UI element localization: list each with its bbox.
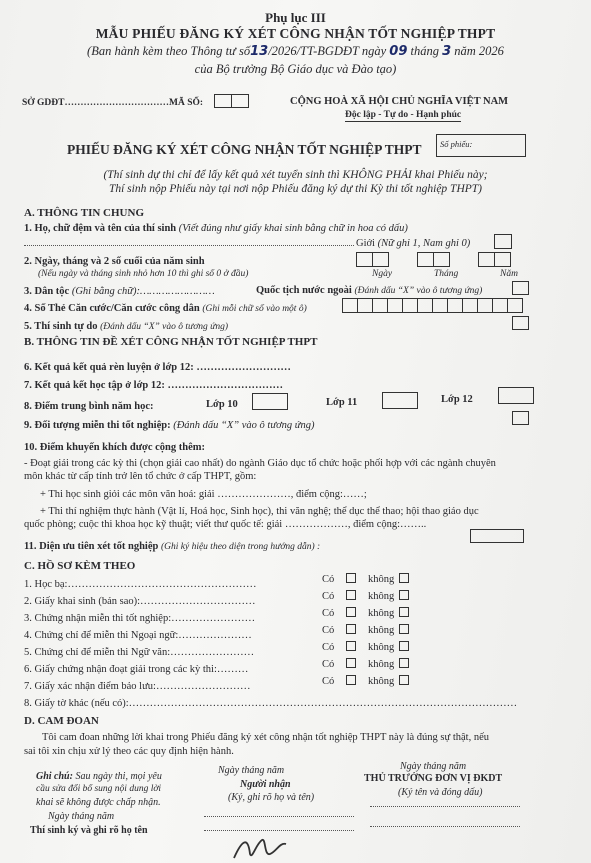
cccd-digit-box[interactable] <box>387 298 403 313</box>
free-candidate-box[interactable] <box>512 316 529 330</box>
no-checkbox[interactable] <box>399 573 409 583</box>
yes-label: Có <box>322 591 335 602</box>
q1-hint: (Viết đúng như giấy khai sinh bằng chữ in hoa có dấu) <box>178 223 408 234</box>
month-label-dob: Tháng <box>434 269 459 279</box>
dob-month-box-2[interactable] <box>433 252 450 267</box>
cccd-digit-box[interactable] <box>357 298 373 313</box>
attachment-no-option[interactable] <box>368 624 409 637</box>
attachment-yes-option[interactable] <box>322 573 356 586</box>
foreign-label: Quốc tịch nước ngoài <box>256 285 352 296</box>
cccd-digit-box[interactable] <box>432 298 448 313</box>
commitment-line-1: Tôi cam đoan những lời khai trong Phiếu đăng ký xét công nhận tốt nghiệp THPT này là đúng sự thật, nếu <box>42 732 489 743</box>
yes-checkbox[interactable] <box>346 590 356 600</box>
section-a-heading: A. THÔNG TIN CHUNG <box>24 207 145 219</box>
attachment-yes-option[interactable] <box>322 658 356 671</box>
year-label: Năm <box>500 269 518 279</box>
head-unit-hint: (Ký tên và đóng dấu) <box>398 787 483 798</box>
q3-label: 3. Dân tộc <box>24 286 70 297</box>
no-label: không <box>368 574 395 585</box>
commitment-line-2: sai tôi xin chịu xử lý theo các quy định hiện hành. <box>24 746 234 757</box>
gender-hint: (Nữ ghi 1, Nam ghi 0) <box>377 238 471 249</box>
q3-hint: (Ghi bằng chữ):…………………… <box>71 286 215 297</box>
q10-label: 10. Điểm khuyến khích được cộng thêm: <box>24 442 206 453</box>
issued-day: 09 <box>389 44 408 59</box>
q7-line: 7. Kết quả kết học tập ở lớp 12: …………………………… <box>24 380 283 391</box>
attachment-item-label: 4. Chứng chỉ để miễn thi Ngoại ngữ:………………… <box>24 630 252 641</box>
dob-day-box-1[interactable] <box>356 252 373 267</box>
head-unit-label: THỦ TRƯỞNG ĐƠN VỊ ĐKDT <box>364 773 503 784</box>
attachment-item-label: 7. Giấy xác nhận điểm bảo lưu:……………………… <box>24 681 251 692</box>
cccd-digit-box[interactable] <box>462 298 478 313</box>
q10-culture-line: + Thi học sinh giỏi các môn văn hoá: giải …………………, điểm cộng:……; <box>40 489 367 500</box>
cccd-digit-box[interactable] <box>402 298 418 313</box>
yes-label: Có <box>322 642 335 653</box>
yes-checkbox[interactable] <box>346 624 356 634</box>
attachment-item-label: 6. Giấy chứng nhận đoạt giải trong các kỳ thi:……… <box>24 664 249 675</box>
priority-box[interactable] <box>470 529 524 543</box>
q11-label: 11. Diện ưu tiên xét tốt nghiệp <box>24 541 159 552</box>
q6-line: 6. Kết quả kết quả rèn luyện ở lớp 12: ……………………… <box>24 362 291 373</box>
republic-name: CỘNG HOÀ XÃ HỘI CHỦ NGHĨA VIỆT NAM <box>290 96 509 107</box>
gender-box[interactable] <box>494 234 512 249</box>
no-checkbox[interactable] <box>399 658 409 668</box>
exemption-box[interactable] <box>512 411 529 425</box>
yes-checkbox[interactable] <box>346 675 356 685</box>
attachment-item-label: 3. Chứng nhận miễn thi tốt nghiệp:…………………… <box>24 613 256 624</box>
attachment-yes-option[interactable] <box>322 590 356 603</box>
issued-line <box>0 44 591 59</box>
yes-label: Có <box>322 676 335 687</box>
lop10-score-box[interactable] <box>252 393 288 410</box>
issued-year: năm 2026 <box>454 44 504 58</box>
no-checkbox[interactable] <box>399 607 409 617</box>
right-date: Ngày tháng năm <box>400 761 467 772</box>
head-sign-line-1[interactable] <box>370 806 520 807</box>
cccd-digit-box[interactable] <box>372 298 388 313</box>
candidate-sign-label: Thí sinh ký và ghi rõ họ tên <box>30 825 148 836</box>
q4-label: 4. Số Thẻ Căn cước/Căn cước công dân <box>24 303 200 314</box>
attachment-no-option[interactable] <box>368 675 409 688</box>
cccd-digit-box[interactable] <box>447 298 463 313</box>
q9-label: 9. Đối tượng miễn thi tốt nghiệp: <box>24 420 171 431</box>
lop12-label: Lớp 12 <box>441 394 473 405</box>
lop12-score-box[interactable] <box>498 387 534 404</box>
no-checkbox[interactable] <box>399 675 409 685</box>
q4-hint: (Ghi mỗi chữ số vào một ô) <box>202 304 307 314</box>
section-b-heading: B. THÔNG TIN ĐỀ XÉT CÔNG NHẬN TỐT NGHIỆP THPT <box>24 336 318 348</box>
attachment-item-label: 1. Học bạ:……………………………………………… <box>24 579 257 590</box>
attachment-yes-option[interactable] <box>322 675 356 688</box>
yes-checkbox[interactable] <box>346 607 356 617</box>
attachment-item-label: 2. Giấy khai sinh (bản sao):…………………………… <box>24 596 256 607</box>
q11-hint: (Ghi ký hiệu theo diện trong hướng dẫn) : <box>160 542 321 552</box>
note-text-1: Sau ngày thi, mọi yêu <box>75 771 162 782</box>
day-label: Ngày <box>372 269 393 279</box>
so-phieu-label: Số phiếu: <box>440 139 473 149</box>
circular-number: 13 <box>250 44 269 59</box>
q2-label: 2. Ngày, tháng và 2 số cuối của năm sinh <box>24 256 205 267</box>
section-d-heading: D. CAM ĐOAN <box>24 715 99 727</box>
q10-award-line-1: - Đoạt giải trong các kỳ thi (chọn giải cao nhất) do ngành Giáo dục tổ chức hoặc phối hợp với các ngành chuyên <box>24 458 496 469</box>
no-label: không <box>368 676 395 687</box>
q8-label: 8. Điểm trung bình năm học: <box>24 401 154 412</box>
signature-scribble <box>230 830 300 862</box>
q1-line <box>24 222 408 235</box>
receiver-sign-line-1[interactable] <box>204 816 354 817</box>
cccd-digit-box[interactable] <box>477 298 493 313</box>
note-line-3: khai sẽ không được chấp nhận. <box>36 797 161 808</box>
note-line-2: cầu sửa đổi bổ sung nội dung lời <box>36 784 162 794</box>
no-checkbox[interactable] <box>399 590 409 600</box>
attachment-yes-option[interactable] <box>322 624 356 637</box>
yes-checkbox[interactable] <box>346 573 356 583</box>
section-c-heading: C. HỒ SƠ KÈM THEO <box>24 560 136 572</box>
no-label: không <box>368 608 395 619</box>
attachment-no-option[interactable] <box>368 573 409 586</box>
q11-line <box>24 540 320 554</box>
gender-line <box>356 237 470 250</box>
q4-line <box>24 302 307 316</box>
so-phieu-box[interactable] <box>436 134 526 157</box>
middle-date: Ngày tháng năm <box>218 765 285 776</box>
note-label: Ghi chú: <box>36 771 73 782</box>
q3-line <box>24 285 215 298</box>
q10-award-line-2: môn khác từ cấp tỉnh trở lên tổ chức ở cấp THPT, gồm: <box>24 471 257 482</box>
q10-practice-line-2: quốc phòng; cuộc thi khoa học kỹ thuật; viết thư quốc tế: giải ………………, điểm cộng:…….. <box>24 519 427 530</box>
no-checkbox[interactable] <box>399 624 409 634</box>
cccd-digit-box[interactable] <box>507 298 523 313</box>
q2-hint: (Nếu ngày và tháng sinh nhỏ hơn 10 thì ghi số 0 ở đầu) <box>38 269 249 279</box>
q5-hint: (Đánh dấu “X” vào ô tương ứng) <box>100 322 228 332</box>
attachment-no-option[interactable] <box>368 607 409 620</box>
foreign-line <box>256 284 482 298</box>
dob-year-box-2[interactable] <box>494 252 511 267</box>
attachment-item-label: 5. Chứng chỉ để miễn thi Ngữ văn:…………………… <box>24 647 255 658</box>
full-name-line[interactable] <box>24 245 354 246</box>
dob-month-box-1[interactable] <box>417 252 434 267</box>
form-main-title: MẪU PHIẾU ĐĂNG KÝ XÉT CÔNG NHẬN TỐT NGHIỆP THPT <box>95 26 496 41</box>
form-note-2: Thí sinh nộp Phiếu này tại nơi nộp Phiếu đăng ký dự thi Kỳ thi tốt nghiệp THPT) <box>108 183 483 195</box>
issued-mid: /2026/TT-BGDĐT ngày <box>268 44 387 58</box>
no-label: không <box>368 625 395 636</box>
no-checkbox[interactable] <box>399 641 409 651</box>
yes-checkbox[interactable] <box>346 658 356 668</box>
dob-day-box-2[interactable] <box>372 252 389 267</box>
attachment-no-option[interactable] <box>368 641 409 654</box>
issued-prefix: (Ban hành kèm theo Thông tư số <box>87 44 251 58</box>
q9-line <box>24 419 315 432</box>
foreign-box[interactable] <box>512 281 529 295</box>
national-motto <box>345 109 461 122</box>
receiver-hint: (Ký, ghi rõ họ và tên) <box>228 792 315 803</box>
attachment-yes-option[interactable] <box>322 641 356 654</box>
issuer-line: của Bộ trưởng Bộ Giáo dục và Đào tạo) <box>194 62 397 76</box>
q1-label: 1. Họ, chữ đệm và tên của thí sinh <box>24 223 177 234</box>
lop10-label: Lớp 10 <box>206 399 238 410</box>
cccd-digit-box[interactable] <box>342 298 358 313</box>
motto-text: Độc lập - Tự do - Hạnh phúc <box>345 110 462 120</box>
yes-label: Có <box>322 608 335 619</box>
foreign-hint: (Đánh dấu “X” vào ô tương ứng) <box>354 286 483 296</box>
dob-year-box-1[interactable] <box>478 252 495 267</box>
q5-line <box>24 320 228 334</box>
left-date: Ngày tháng năm <box>48 811 115 822</box>
form-note-1: (Thí sinh dự thi chỉ để lấy kết quả xét tuyển sinh thì KHÔNG PHẢI khai Phiếu này; <box>103 169 488 181</box>
receiver-label: Người nhận <box>240 779 291 790</box>
lop11-label: Lớp 11 <box>326 397 358 408</box>
month-label: tháng <box>410 44 439 58</box>
note-line-1 <box>36 770 162 783</box>
ma-so-box-1[interactable] <box>214 94 232 108</box>
ma-so-box-2[interactable] <box>231 94 249 108</box>
yes-label: Có <box>322 574 335 585</box>
attachment-no-option[interactable] <box>368 590 409 603</box>
no-label: không <box>368 642 395 653</box>
q10-practice-line-1: + Thi thí nghiệm thực hành (Vật lí, Hoá học, Sinh học), thi văn nghệ; thể dục thể thao; hội thao giáo dục <box>40 506 479 517</box>
gender-label: Giới <box>356 238 375 249</box>
cccd-digit-box[interactable] <box>492 298 508 313</box>
q5-label: 5. Thí sinh tự do <box>24 321 98 332</box>
attachment-no-option[interactable] <box>368 658 409 671</box>
q9-hint: (Đánh dấu “X” vào ô tương ứng) <box>173 420 315 431</box>
appendix-label: Phụ lục III <box>265 10 326 25</box>
cccd-digit-box[interactable] <box>417 298 433 313</box>
lop11-score-box[interactable] <box>382 392 418 409</box>
form-title: PHIẾU ĐĂNG KÝ XÉT CÔNG NHẬN TỐT NGHIỆP THPT <box>67 142 422 157</box>
head-sign-line-2[interactable] <box>370 826 520 827</box>
yes-label: Có <box>322 625 335 636</box>
issued-month: 3 <box>442 44 452 59</box>
attachment-other: 8. Giấy tờ khác (nếu có):………………………………………………………………………………………………… <box>24 698 518 709</box>
yes-label: Có <box>322 659 335 670</box>
no-label: không <box>368 659 395 670</box>
department-line: SỞ GDĐT……………………………MÃ SỐ: <box>22 98 204 108</box>
no-label: không <box>368 591 395 602</box>
yes-checkbox[interactable] <box>346 641 356 651</box>
attachment-yes-option[interactable] <box>322 607 356 620</box>
